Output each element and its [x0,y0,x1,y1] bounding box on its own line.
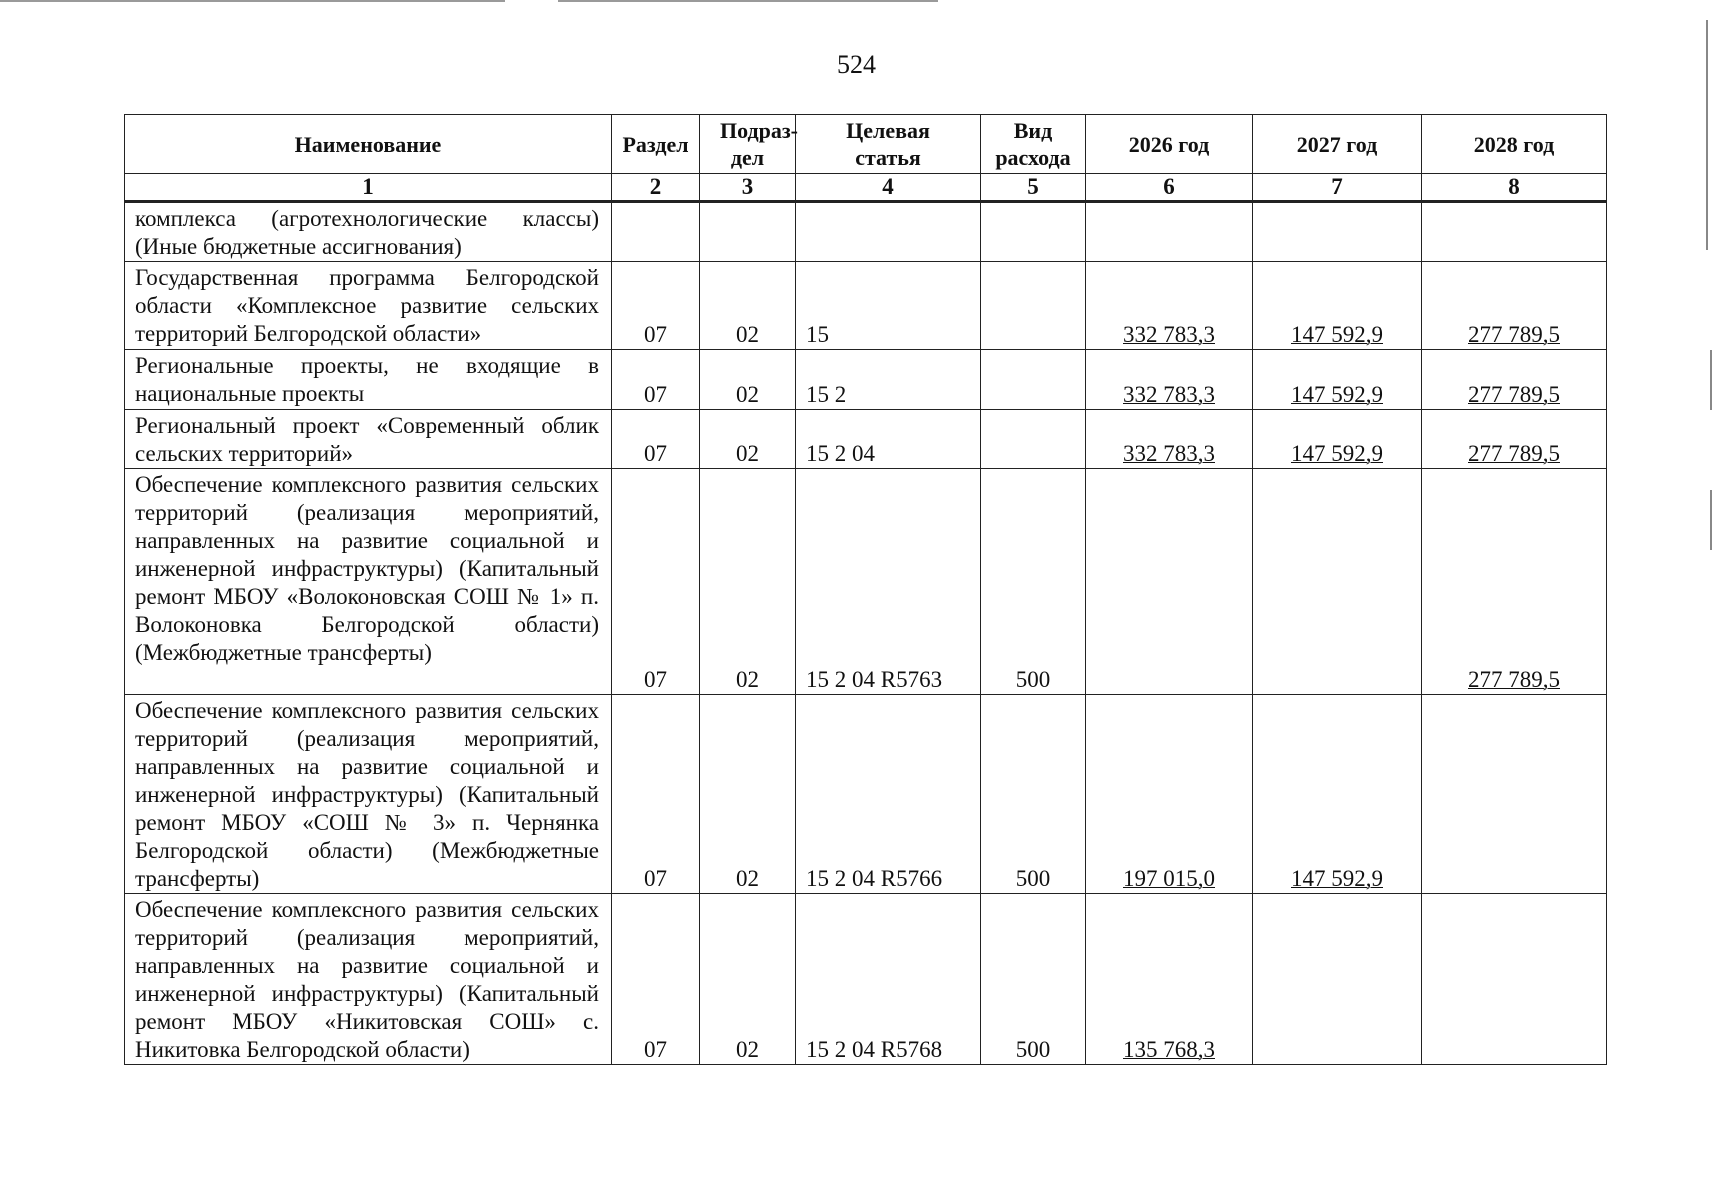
row-2027 [1253,695,1422,894]
amount-2027: 147 592,9 [1291,322,1383,347]
row-subsection: 02 [700,262,796,350]
row-subsection: 02 [700,695,796,894]
row-2026 [1086,350,1253,410]
row-subsection: 02 [700,410,796,469]
row-name: Региональный проект «Современный облик сельских территорий» [125,410,612,469]
row-name: Обеспечение комплексного развития сельских территорий (реализация мероприятий, направленных на развитие социальной и инженерной инфраструктуры) (Капитальный ремонт МБОУ «Никитовская СОШ» с. Никитовка Белгородской области) [125,894,612,1065]
amount-2026: 332 783,3 [1123,441,1215,466]
header-2026: 2026 год [1086,115,1253,174]
row-target-article: 15 2 04 R5763 [796,469,981,695]
table-row [125,469,1607,695]
table-row [125,894,1607,1065]
row-target-article: 15 [796,262,981,350]
row-name: Обеспечение комплексного развития сельских территорий (реализация мероприятий, направленных на развитие социальной и инженерной инфраструктуры) (Капитальный ремонт МБОУ «СОШ № 3» п. Чернянка Белгородской области) (Межбюджетные трансферты) [125,695,612,894]
row-2027 [1253,410,1422,469]
row-2028 [1422,410,1607,469]
header-target-article: Целевая статья [796,115,981,174]
row-2026 [1086,202,1253,262]
header-2027: 2027 год [1253,115,1422,174]
amount-2026: 332 783,3 [1123,322,1215,347]
row-2027 [1253,469,1422,695]
scan-edge-line [558,0,938,2]
amount-2027: 147 592,9 [1291,382,1383,407]
amount-2028: 277 789,5 [1468,667,1560,692]
header-section: Раздел [612,115,700,174]
row-section: 07 [612,695,700,894]
table-row [125,695,1607,894]
row-2027 [1253,202,1422,262]
row-target-article: 15 2 [796,350,981,410]
row-name: Обеспечение комплексного развития сельских территорий (реализация мероприятий, направленных на развитие социальной и инженерной инфраструктуры) (Капитальный ремонт МБОУ «Волоконовская СОШ № 1» п. Волоконовка Белгородской области) (Межбюджетные трансферты) [125,469,612,695]
row-section: 07 [612,350,700,410]
column-number: 6 [1086,174,1253,202]
row-expense-type [981,410,1086,469]
budget-table [124,114,1607,1065]
header-subsection: Подраз-дел [700,115,796,174]
row-expense-type: 500 [981,469,1086,695]
row-2028 [1422,695,1607,894]
column-number: 5 [981,174,1086,202]
amount-2027: 147 592,9 [1291,441,1383,466]
row-expense-type: 500 [981,695,1086,894]
header-2028: 2028 год [1422,115,1607,174]
table-row [125,202,1607,262]
row-name: комплекса (агротехнологические классы) (Иные бюджетные ассигнования) [125,202,612,262]
amount-2026: 332 783,3 [1123,382,1215,407]
row-subsection: 02 [700,894,796,1065]
row-2028 [1422,469,1607,695]
page-number: 524 [837,50,876,79]
row-target-article: 15 2 04 R5768 [796,894,981,1065]
column-number: 4 [796,174,981,202]
row-target-article [796,202,981,262]
row-2027 [1253,894,1422,1065]
row-section: 07 [612,410,700,469]
column-number-row [125,174,1607,202]
row-section: 07 [612,262,700,350]
row-expense-type [981,262,1086,350]
row-2026 [1086,410,1253,469]
row-2027 [1253,350,1422,410]
row-name: Региональные проекты, не входящие в национальные проекты [125,350,612,410]
row-name: Государственная программа Белгородской области «Комплексное развитие сельских территорий Белгородской области» [125,262,612,350]
row-subsection: 02 [700,469,796,695]
row-2026 [1086,894,1253,1065]
header-name: Наименование [125,115,612,174]
amount-2026: 197 015,0 [1123,866,1215,891]
row-2028 [1422,262,1607,350]
row-section: 07 [612,894,700,1065]
table-row [125,350,1607,410]
amount-2028: 277 789,5 [1468,441,1560,466]
row-2026 [1086,469,1253,695]
row-expense-type [981,202,1086,262]
amount-2028: 277 789,5 [1468,382,1560,407]
table-row [125,410,1607,469]
column-number: 3 [700,174,796,202]
row-subsection: 02 [700,350,796,410]
row-subsection [700,202,796,262]
header-expense-type: Вид расхода [981,115,1086,174]
column-number: 1 [125,174,612,202]
scan-edge-line [0,0,505,2]
scan-edge-mark [1710,350,1712,410]
row-section [612,202,700,262]
row-expense-type [981,350,1086,410]
row-expense-type: 500 [981,894,1086,1065]
row-2028 [1422,202,1607,262]
row-2028 [1422,894,1607,1065]
row-section: 07 [612,469,700,695]
column-number: 8 [1422,174,1607,202]
row-2028 [1422,350,1607,410]
table-row [125,262,1607,350]
row-target-article: 15 2 04 [796,410,981,469]
amount-2026: 135 768,3 [1123,1037,1215,1062]
row-target-article: 15 2 04 R5766 [796,695,981,894]
scan-edge-mark [1710,490,1712,550]
amount-2027: 147 592,9 [1291,866,1383,891]
table-header-row [125,115,1607,174]
row-2026 [1086,695,1253,894]
column-number: 2 [612,174,700,202]
row-2027 [1253,262,1422,350]
column-number: 7 [1253,174,1422,202]
row-2026 [1086,262,1253,350]
amount-2028: 277 789,5 [1468,322,1560,347]
